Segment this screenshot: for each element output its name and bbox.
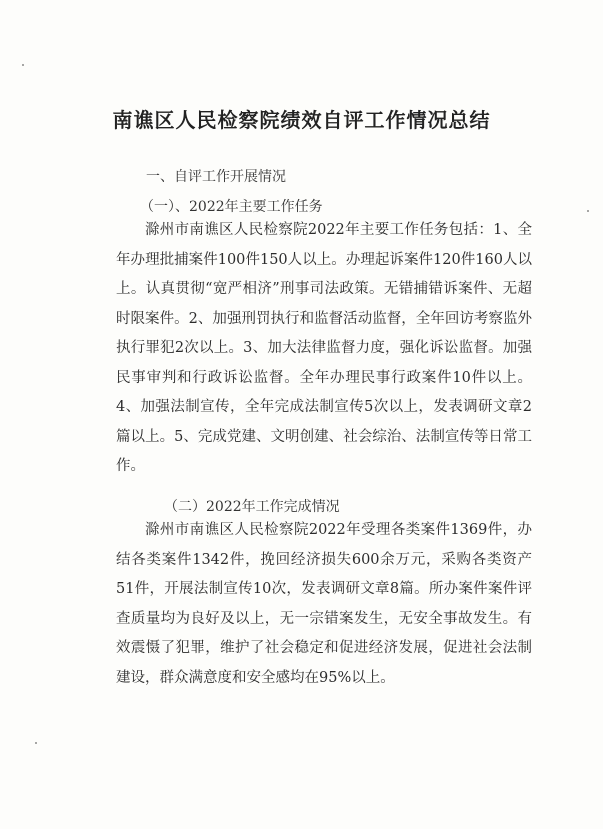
tasks-paragraph: 滁州市南谯区人民检察院2022年主要工作任务包括：1、全年办理批捕案件100件150人以上。办理起诉案件120件160人以上。认真贯彻“宽严相济”刑事司法政策。无错捕错诉案件、无超时限案件。2、加强刑罚执行和监督活动监督，全年回访考察监外执行罪犯2次以上。3、加大法律监督力度，强化诉讼监督。加强民事审判和行政诉讼监督。全年办理民事行政案件10件以上。4、加强法制宣传，全年完成法制宣传5次以上，发表调研文章2篇以上。5、完成党建、文明创建、社会综治、法制宣传等日常工作。 (116, 222, 532, 474)
subsection-heading-tasks: （一）、2022年主要工作任务 (140, 199, 323, 215)
scan-speck (35, 742, 37, 744)
document-title: 南谯区人民检察院绩效自评工作情况总结 (112, 108, 491, 132)
subsection-heading-completion: （二）2022年工作完成情况 (164, 499, 340, 515)
section-heading: 一、自评工作开展情况 (146, 169, 286, 185)
completion-paragraph: 滁州市南谯区人民检察院2022年受理各类案件1369件，办结各类案件1342件，挽回经济损失600余万元，采购各类资产51件，开展法制宣传10次，发表调研文章8篇。所办案件案件评查质量均为良好及以上，无一宗错案发生，无安全事故发生。有效震慑了犯罪，维护了社会稳定和促进经济发展，促进社会法制建设，群众满意度和安全感均在95%以上。 (116, 522, 532, 686)
scan-speck (22, 64, 24, 66)
scan-speck (587, 210, 589, 212)
